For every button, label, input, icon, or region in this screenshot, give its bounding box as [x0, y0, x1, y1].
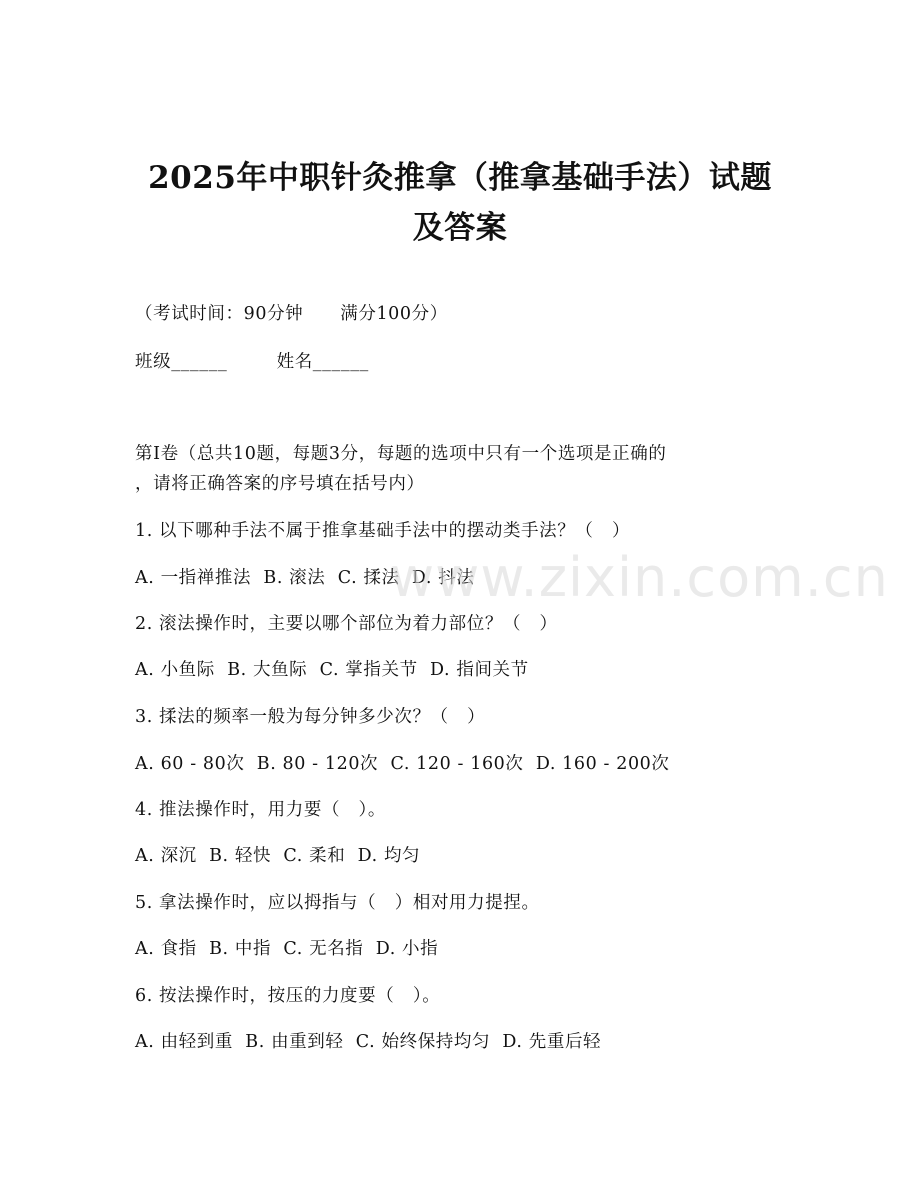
question-3-options: A. 60 - 80次 B. 80 - 120次 C. 120 - 160次 D. 160 - 200次 — [135, 754, 670, 774]
question-6: 6. 按法操作时，按压的力度要（ ）。 — [135, 986, 441, 1006]
question-5: 5. 拿法操作时，应以拇指与（ ）相对用力提捏。 — [135, 893, 540, 913]
question-4-options: A. 深沉 B. 轻快 C. 柔和 D. 均匀 — [135, 846, 421, 866]
section-intro-line-1: 第I卷（总共10题，每题3分，每题的选项中只有一个选项是正确的 — [135, 444, 667, 464]
section-intro-line-2: ，请将正确答案的序号填在括号内） — [135, 474, 425, 494]
class-name-fields: 班级______ 姓名______ — [135, 352, 369, 372]
document-title-line-2: 及答案 — [412, 210, 508, 246]
question-3: 3. 揉法的频率一般为每分钟多少次？（ ） — [135, 707, 486, 727]
question-2: 2. 滚法操作时，主要以哪个部位为着力部位？（ ） — [135, 614, 558, 634]
question-4: 4. 推法操作时，用力要（ ）。 — [135, 800, 386, 820]
watermark-text: www.zixin.com.cn — [390, 546, 889, 609]
question-6-options: A. 由轻到重 B. 由重到轻 C. 始终保持均匀 D. 先重后轻 — [135, 1032, 602, 1052]
question-1-options: A. 一指禅推法 B. 滚法 C. 揉法 D. 抖法 — [135, 568, 475, 588]
document-title-line-1: 2025年中职针灸推拿（推拿基础手法）试题 — [148, 160, 772, 196]
question-1: 1. 以下哪种手法不属于推拿基础手法中的摆动类手法？（ ） — [135, 521, 631, 541]
question-2-options: A. 小鱼际 B. 大鱼际 C. 掌指关节 D. 指间关节 — [135, 660, 529, 680]
question-5-options: A. 食指 B. 中指 C. 无名指 D. 小指 — [135, 939, 439, 959]
exam-info: （考试时间：90分钟 满分100分） — [135, 304, 448, 324]
